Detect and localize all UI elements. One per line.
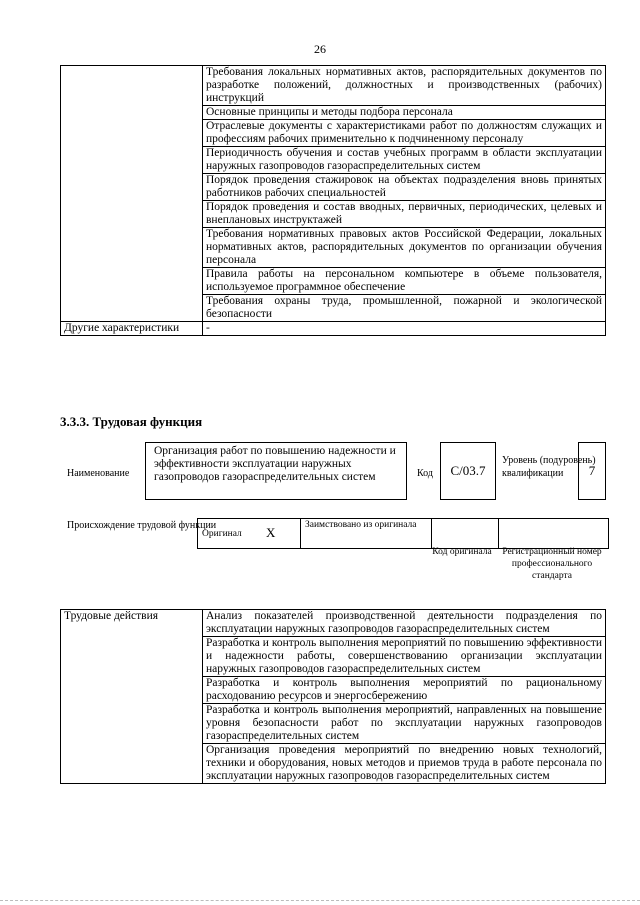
qualification-level-label: Уровень (подуровень) квалификации bbox=[502, 455, 596, 479]
knowledge-item: Отраслевые документы с характеристиками работ по должностям служащих и профессиям рабочих применительно к подчиненному персоналу bbox=[203, 120, 606, 147]
name-label: Наименование bbox=[67, 468, 130, 479]
registration-number-caption: Регистрационный номер профессионального стандарта bbox=[502, 547, 602, 581]
knowledge-item: Периодичность обучения и состав учебных программ в области эксплуатации наружных газопроводов газораспределительных систем bbox=[203, 147, 606, 174]
original-mark: X bbox=[266, 525, 276, 540]
other-characteristics-value: - bbox=[203, 322, 606, 336]
original-cell bbox=[198, 519, 301, 549]
scan-edge-line bbox=[0, 900, 640, 903]
knowledge-item: Порядок проведения стажировок на объектах подразделения вновь принятых работников рабочих специальностей bbox=[203, 174, 606, 201]
origin-label: Происхождение трудовой функции bbox=[67, 520, 217, 531]
knowledge-item: Требования нормативных правовых актов Российской Федерации, локальных нормативных актов, распорядительных документов по организации обучения персонала bbox=[203, 228, 606, 268]
knowledge-item: Основные принципы и методы подбора персонала bbox=[203, 106, 606, 120]
borrowed-cell: Заимствовано из оригинала bbox=[301, 519, 432, 549]
labor-action-item: Анализ показателей производственной деятельности подразделения по эксплуатации наружных газопроводов газораспределительных систем bbox=[203, 610, 606, 637]
original-code-caption: Код оригинала bbox=[432, 547, 492, 557]
labor-action-item: Разработка и контроль выполнения мероприятий по рациональному расходованию ресурсов и энергосбережению bbox=[203, 677, 606, 704]
knowledge-label-cell bbox=[61, 66, 203, 322]
labor-action-item: Разработка и контроль выполнения мероприятий, направленных на повышение уровня безопасности работ по эксплуатации наружных газопроводов газораспределительных систем bbox=[203, 704, 606, 744]
page-number: 26 bbox=[314, 42, 326, 56]
labor-action-item: Разработка и контроль выполнения мероприятий по повышению эффективности и надежности работы, совершенствованию организации эксплуатации наружных газопроводов газораспределительных систем bbox=[203, 637, 606, 677]
knowledge-table bbox=[60, 65, 606, 336]
labor-actions-label: Трудовые действия bbox=[61, 610, 203, 784]
registration-number-cell bbox=[499, 519, 609, 549]
section-heading: 3.3.3. Трудовая функция bbox=[60, 414, 203, 429]
labor-action-item: Организация проведения мероприятий по внедрению новых технологий, техники и оборудования, новых методов и приемов труда в работе персонала по эксплуатации наружных газопроводов газораспределительных систем bbox=[203, 744, 606, 784]
original-code-cell bbox=[432, 519, 499, 549]
code-label: Код bbox=[417, 468, 433, 479]
knowledge-item: Требования локальных нормативных актов, распорядительных документов по разработке положений, должностных и производственных (рабочих) инструкций bbox=[203, 66, 606, 106]
other-characteristics-label: Другие характеристики bbox=[61, 322, 203, 336]
original-label: Оригинал bbox=[202, 528, 242, 539]
labor-actions-table bbox=[60, 609, 606, 784]
function-code-box: С/03.7 bbox=[440, 442, 496, 500]
knowledge-item: Требования охраны труда, промышленной, пожарной и экологической безопасности bbox=[203, 295, 606, 322]
origin-table bbox=[197, 518, 609, 549]
function-name-box: Организация работ по повышению надежности и эффективности эксплуатации наружных газопроводов газораспределительных систем bbox=[145, 442, 407, 500]
knowledge-item: Порядок проведения и состав вводных, первичных, периодических, целевых и внеплановых инструктажей bbox=[203, 201, 606, 228]
qualification-level-box: 7 bbox=[578, 442, 606, 500]
knowledge-item: Правила работы на персональном компьютере в объеме пользователя, используемое программное обеспечение bbox=[203, 268, 606, 295]
